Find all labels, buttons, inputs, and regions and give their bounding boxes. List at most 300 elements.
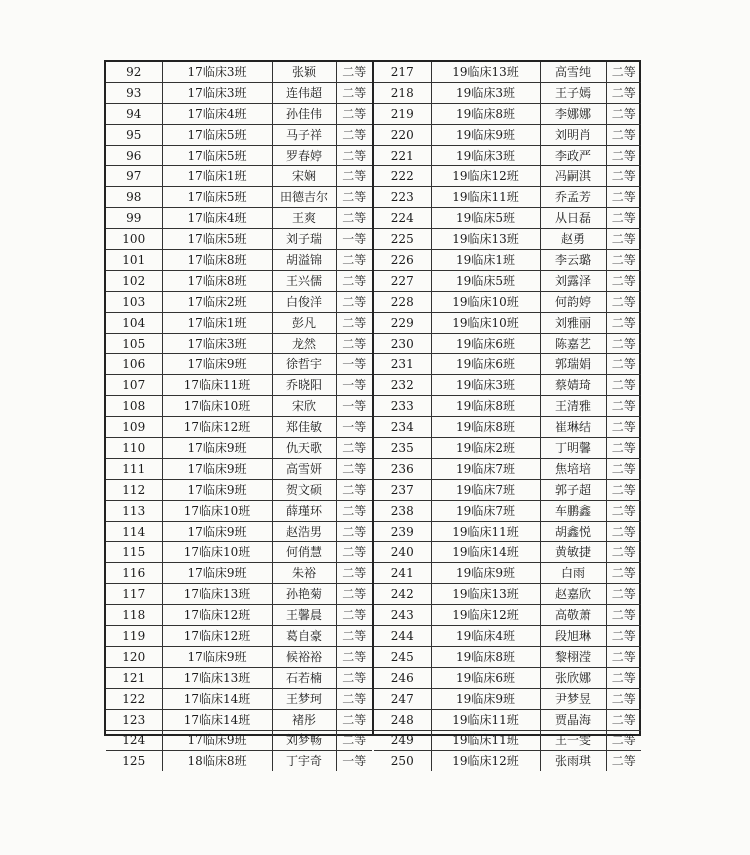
table-row [374, 166, 641, 187]
table-row [106, 709, 372, 730]
left-table-body [106, 62, 372, 771]
row-number-cell: 113 [106, 500, 162, 521]
class-cell: 17临床3班 [162, 333, 272, 354]
student-name-cell: 徐哲宇 [272, 354, 336, 375]
class-cell: 18临床8班 [162, 751, 272, 771]
student-name-cell: 田德吉尔 [272, 187, 336, 208]
award-level-cell: 二等 [336, 646, 372, 667]
student-name-cell: 何俏慧 [272, 542, 336, 563]
award-level-cell: 二等 [336, 333, 372, 354]
row-number-cell: 236 [374, 458, 431, 479]
table-row [106, 291, 372, 312]
table-row [374, 417, 641, 438]
row-number-cell: 122 [106, 688, 162, 709]
row-number-cell: 98 [106, 187, 162, 208]
table-row [374, 396, 641, 417]
class-cell: 19临床13班 [431, 229, 540, 250]
student-name-cell: 刘明肖 [540, 124, 606, 145]
student-name-cell: 贺文硕 [272, 479, 336, 500]
student-name-cell: 石若楠 [272, 667, 336, 688]
table-row [106, 667, 372, 688]
table-row [374, 542, 641, 563]
row-number-cell: 224 [374, 208, 431, 229]
award-level-cell: 二等 [606, 709, 641, 730]
class-cell: 19临床9班 [431, 688, 540, 709]
student-name-cell: 王梦珂 [272, 688, 336, 709]
table-row [374, 605, 641, 626]
class-cell: 19临床9班 [431, 563, 540, 584]
class-cell: 17临床12班 [162, 417, 272, 438]
student-name-cell: 赵浩男 [272, 521, 336, 542]
class-cell: 17临床4班 [162, 103, 272, 124]
class-cell: 17临床13班 [162, 667, 272, 688]
row-number-cell: 108 [106, 396, 162, 417]
student-name-cell: 从日磊 [540, 208, 606, 229]
table-row [106, 730, 372, 751]
table-row [106, 229, 372, 250]
row-number-cell: 106 [106, 354, 162, 375]
student-name-cell: 连伟超 [272, 82, 336, 103]
row-number-cell: 245 [374, 646, 431, 667]
award-level-cell: 二等 [336, 458, 372, 479]
left-table-panel [106, 62, 372, 769]
row-number-cell: 105 [106, 333, 162, 354]
class-cell: 19临床11班 [431, 521, 540, 542]
table-row [374, 250, 641, 271]
award-level-cell: 一等 [336, 375, 372, 396]
row-number-cell: 92 [106, 62, 162, 82]
class-cell: 19临床10班 [431, 291, 540, 312]
row-number-cell: 242 [374, 584, 431, 605]
table-row [374, 709, 641, 730]
student-name-cell: 丁宇奇 [272, 751, 336, 771]
award-level-cell: 二等 [606, 438, 641, 459]
row-number-cell: 229 [374, 312, 431, 333]
award-level-cell: 二等 [336, 438, 372, 459]
award-level-cell: 二等 [606, 333, 641, 354]
class-cell: 19临床7班 [431, 500, 540, 521]
table-row [106, 605, 372, 626]
student-name-cell: 李云璐 [540, 250, 606, 271]
award-level-cell: 二等 [606, 270, 641, 291]
row-number-cell: 118 [106, 605, 162, 626]
row-number-cell: 96 [106, 145, 162, 166]
table-row [106, 563, 372, 584]
award-level-cell: 二等 [606, 124, 641, 145]
row-number-cell: 247 [374, 688, 431, 709]
award-level-cell: 二等 [336, 542, 372, 563]
award-level-cell: 二等 [606, 375, 641, 396]
class-cell: 17临床5班 [162, 124, 272, 145]
row-number-cell: 100 [106, 229, 162, 250]
table-row [106, 688, 372, 709]
class-cell: 19临床7班 [431, 458, 540, 479]
award-level-cell: 二等 [606, 646, 641, 667]
award-level-cell: 一等 [336, 396, 372, 417]
right-table-body [374, 62, 641, 771]
row-number-cell: 110 [106, 438, 162, 459]
right-award-table [374, 62, 641, 771]
student-name-cell: 高敬萧 [540, 605, 606, 626]
table-row [106, 438, 372, 459]
table-row [374, 124, 641, 145]
row-number-cell: 99 [106, 208, 162, 229]
student-name-cell: 郭瑞娟 [540, 354, 606, 375]
award-level-cell: 二等 [336, 626, 372, 647]
row-number-cell: 117 [106, 584, 162, 605]
row-number-cell: 240 [374, 542, 431, 563]
award-level-cell: 二等 [606, 103, 641, 124]
student-name-cell: 王清雅 [540, 396, 606, 417]
class-cell: 19临床6班 [431, 667, 540, 688]
student-name-cell: 张颖 [272, 62, 336, 82]
award-level-cell: 二等 [606, 542, 641, 563]
table-row [374, 270, 641, 291]
class-cell: 19临床12班 [431, 605, 540, 626]
class-cell: 17临床9班 [162, 730, 272, 751]
award-level-cell: 二等 [336, 291, 372, 312]
class-cell: 19临床8班 [431, 396, 540, 417]
class-cell: 17临床2班 [162, 291, 272, 312]
table-row [106, 103, 372, 124]
student-name-cell: 焦培培 [540, 458, 606, 479]
award-level-cell: 一等 [336, 229, 372, 250]
table-row [106, 396, 372, 417]
table-row [106, 82, 372, 103]
award-level-cell: 二等 [336, 500, 372, 521]
row-number-cell: 235 [374, 438, 431, 459]
row-number-cell: 220 [374, 124, 431, 145]
table-row [374, 584, 641, 605]
class-cell: 19临床13班 [431, 62, 540, 82]
table-row [374, 103, 641, 124]
table-row [374, 82, 641, 103]
table-row [374, 667, 641, 688]
class-cell: 17临床10班 [162, 396, 272, 417]
class-cell: 17临床9班 [162, 646, 272, 667]
student-name-cell: 刘露泽 [540, 270, 606, 291]
award-level-cell: 二等 [336, 145, 372, 166]
row-number-cell: 218 [374, 82, 431, 103]
award-level-cell: 二等 [336, 605, 372, 626]
student-name-cell: 赵勇 [540, 229, 606, 250]
student-name-cell: 刘子瑞 [272, 229, 336, 250]
award-level-cell: 二等 [606, 626, 641, 647]
table-row [106, 187, 372, 208]
class-cell: 19临床11班 [431, 709, 540, 730]
class-cell: 19临床13班 [431, 584, 540, 605]
left-award-table [106, 62, 372, 771]
student-name-cell: 郭子超 [540, 479, 606, 500]
row-number-cell: 115 [106, 542, 162, 563]
class-cell: 19临床9班 [431, 124, 540, 145]
row-number-cell: 112 [106, 479, 162, 500]
table-row [106, 312, 372, 333]
table-row [374, 688, 641, 709]
row-number-cell: 250 [374, 751, 431, 771]
table-row [106, 270, 372, 291]
table-row [106, 375, 372, 396]
award-level-cell: 二等 [336, 688, 372, 709]
table-row [374, 521, 641, 542]
row-number-cell: 124 [106, 730, 162, 751]
row-number-cell: 119 [106, 626, 162, 647]
row-number-cell: 95 [106, 124, 162, 145]
table-row [106, 751, 372, 771]
row-number-cell: 103 [106, 291, 162, 312]
table-row [374, 375, 641, 396]
row-number-cell: 232 [374, 375, 431, 396]
award-level-cell: 二等 [606, 730, 641, 751]
class-cell: 19临床12班 [431, 166, 540, 187]
row-number-cell: 97 [106, 166, 162, 187]
award-level-cell: 二等 [606, 145, 641, 166]
table-row [106, 521, 372, 542]
class-cell: 17临床10班 [162, 542, 272, 563]
row-number-cell: 121 [106, 667, 162, 688]
row-number-cell: 116 [106, 563, 162, 584]
class-cell: 17临床14班 [162, 688, 272, 709]
row-number-cell: 243 [374, 605, 431, 626]
student-name-cell: 孙艳菊 [272, 584, 336, 605]
award-level-cell: 二等 [336, 82, 372, 103]
student-name-cell: 李娜娜 [540, 103, 606, 124]
table-row [106, 646, 372, 667]
class-cell: 17临床1班 [162, 312, 272, 333]
award-level-cell: 二等 [606, 208, 641, 229]
student-name-cell: 王子嫣 [540, 82, 606, 103]
award-level-cell: 二等 [606, 291, 641, 312]
class-cell: 17临床13班 [162, 584, 272, 605]
class-cell: 17临床14班 [162, 709, 272, 730]
class-cell: 17临床10班 [162, 500, 272, 521]
row-number-cell: 120 [106, 646, 162, 667]
class-cell: 17临床9班 [162, 479, 272, 500]
table-row [106, 584, 372, 605]
student-name-cell: 车鹏鑫 [540, 500, 606, 521]
award-level-cell: 二等 [606, 354, 641, 375]
student-name-cell: 何韵婷 [540, 291, 606, 312]
table-row [106, 417, 372, 438]
award-level-cell: 二等 [606, 479, 641, 500]
table-row [374, 62, 641, 82]
student-name-cell: 白雨 [540, 563, 606, 584]
table-row [374, 500, 641, 521]
table-row [374, 458, 641, 479]
award-level-cell: 二等 [606, 229, 641, 250]
student-name-cell: 彭凡 [272, 312, 336, 333]
award-level-cell: 二等 [606, 166, 641, 187]
student-name-cell: 黄敏捷 [540, 542, 606, 563]
student-name-cell: 宋欣 [272, 396, 336, 417]
award-level-cell: 二等 [336, 479, 372, 500]
class-cell: 17临床5班 [162, 145, 272, 166]
class-cell: 17临床3班 [162, 62, 272, 82]
award-level-cell: 二等 [336, 187, 372, 208]
award-level-cell: 二等 [336, 521, 372, 542]
row-number-cell: 233 [374, 396, 431, 417]
row-number-cell: 102 [106, 270, 162, 291]
class-cell: 17临床9班 [162, 354, 272, 375]
student-name-cell: 薛瑾环 [272, 500, 336, 521]
class-cell: 19临床6班 [431, 333, 540, 354]
student-name-cell: 陈嘉艺 [540, 333, 606, 354]
row-number-cell: 101 [106, 250, 162, 271]
student-name-cell: 孙佳伟 [272, 103, 336, 124]
award-level-cell: 二等 [606, 82, 641, 103]
row-number-cell: 219 [374, 103, 431, 124]
row-number-cell: 217 [374, 62, 431, 82]
student-name-cell: 葛自豪 [272, 626, 336, 647]
row-number-cell: 104 [106, 312, 162, 333]
student-name-cell: 王一雯 [540, 730, 606, 751]
table-row [106, 479, 372, 500]
award-level-cell: 二等 [336, 312, 372, 333]
class-cell: 19临床8班 [431, 417, 540, 438]
class-cell: 19临床10班 [431, 312, 540, 333]
table-row [374, 229, 641, 250]
award-level-cell: 二等 [606, 521, 641, 542]
award-level-cell: 二等 [336, 667, 372, 688]
award-list-sheet [104, 60, 641, 769]
award-level-cell: 二等 [336, 208, 372, 229]
class-cell: 17临床5班 [162, 187, 272, 208]
student-name-cell: 赵嘉欣 [540, 584, 606, 605]
student-name-cell: 王兴儒 [272, 270, 336, 291]
class-cell: 19临床11班 [431, 730, 540, 751]
student-name-cell: 贾晶海 [540, 709, 606, 730]
student-name-cell: 高雪纯 [540, 62, 606, 82]
table-row [106, 62, 372, 82]
class-cell: 17临床9班 [162, 438, 272, 459]
award-level-cell: 二等 [606, 584, 641, 605]
class-cell: 17临床1班 [162, 166, 272, 187]
award-level-cell: 二等 [336, 584, 372, 605]
student-name-cell: 李政严 [540, 145, 606, 166]
row-number-cell: 221 [374, 145, 431, 166]
student-name-cell: 刘雅丽 [540, 312, 606, 333]
award-level-cell: 二等 [336, 250, 372, 271]
award-level-cell: 二等 [336, 62, 372, 82]
table-row [106, 166, 372, 187]
award-level-cell: 二等 [606, 250, 641, 271]
award-level-cell: 二等 [606, 667, 641, 688]
class-cell: 17临床4班 [162, 208, 272, 229]
table-row [374, 312, 641, 333]
row-number-cell: 114 [106, 521, 162, 542]
student-name-cell: 胡溢锦 [272, 250, 336, 271]
row-number-cell: 237 [374, 479, 431, 500]
row-number-cell: 239 [374, 521, 431, 542]
student-name-cell: 张欣娜 [540, 667, 606, 688]
student-name-cell: 高雪妍 [272, 458, 336, 479]
row-number-cell: 222 [374, 166, 431, 187]
class-cell: 17临床8班 [162, 250, 272, 271]
student-name-cell: 郑佳敏 [272, 417, 336, 438]
row-number-cell: 223 [374, 187, 431, 208]
table-row [374, 438, 641, 459]
award-level-cell: 二等 [336, 124, 372, 145]
table-row [106, 458, 372, 479]
table-row [374, 479, 641, 500]
table-row [106, 333, 372, 354]
class-cell: 17临床12班 [162, 605, 272, 626]
student-name-cell: 白俊洋 [272, 291, 336, 312]
student-name-cell: 褚彤 [272, 709, 336, 730]
class-cell: 19临床12班 [431, 751, 540, 771]
student-name-cell: 张雨琪 [540, 751, 606, 771]
class-cell: 19临床4班 [431, 626, 540, 647]
award-level-cell: 二等 [606, 605, 641, 626]
class-cell: 17临床3班 [162, 82, 272, 103]
table-row [106, 500, 372, 521]
award-level-cell: 一等 [336, 354, 372, 375]
award-level-cell: 二等 [606, 500, 641, 521]
table-row [106, 208, 372, 229]
table-row [106, 250, 372, 271]
row-number-cell: 246 [374, 667, 431, 688]
award-level-cell: 二等 [606, 396, 641, 417]
table-row [374, 626, 641, 647]
class-cell: 17临床9班 [162, 458, 272, 479]
student-name-cell: 龙然 [272, 333, 336, 354]
row-number-cell: 93 [106, 82, 162, 103]
award-level-cell: 二等 [336, 730, 372, 751]
row-number-cell: 228 [374, 291, 431, 312]
row-number-cell: 249 [374, 730, 431, 751]
class-cell: 17临床11班 [162, 375, 272, 396]
student-name-cell: 丁明馨 [540, 438, 606, 459]
row-number-cell: 238 [374, 500, 431, 521]
award-level-cell: 二等 [606, 62, 641, 82]
student-name-cell: 马子祥 [272, 124, 336, 145]
table-row [374, 354, 641, 375]
class-cell: 19临床14班 [431, 542, 540, 563]
class-cell: 19临床1班 [431, 250, 540, 271]
award-level-cell: 一等 [336, 751, 372, 771]
award-level-cell: 二等 [336, 563, 372, 584]
student-name-cell: 宋娴 [272, 166, 336, 187]
class-cell: 17临床9班 [162, 521, 272, 542]
table-row [106, 354, 372, 375]
row-number-cell: 225 [374, 229, 431, 250]
student-name-cell: 候裕裕 [272, 646, 336, 667]
row-number-cell: 125 [106, 751, 162, 771]
student-name-cell: 罗春婷 [272, 145, 336, 166]
row-number-cell: 230 [374, 333, 431, 354]
student-name-cell: 黎栩滢 [540, 646, 606, 667]
award-level-cell: 二等 [606, 751, 641, 771]
class-cell: 19临床5班 [431, 270, 540, 291]
row-number-cell: 241 [374, 563, 431, 584]
award-level-cell: 二等 [606, 312, 641, 333]
table-row [374, 333, 641, 354]
row-number-cell: 123 [106, 709, 162, 730]
row-number-cell: 244 [374, 626, 431, 647]
table-row [106, 626, 372, 647]
student-name-cell: 段旭琳 [540, 626, 606, 647]
class-cell: 19临床3班 [431, 145, 540, 166]
student-name-cell: 蔡婧琦 [540, 375, 606, 396]
award-level-cell: 一等 [336, 417, 372, 438]
table-row [374, 563, 641, 584]
row-number-cell: 226 [374, 250, 431, 271]
student-name-cell: 冯嗣淇 [540, 166, 606, 187]
row-number-cell: 234 [374, 417, 431, 438]
table-row [374, 187, 641, 208]
student-name-cell: 王馨晨 [272, 605, 336, 626]
class-cell: 19临床8班 [431, 646, 540, 667]
